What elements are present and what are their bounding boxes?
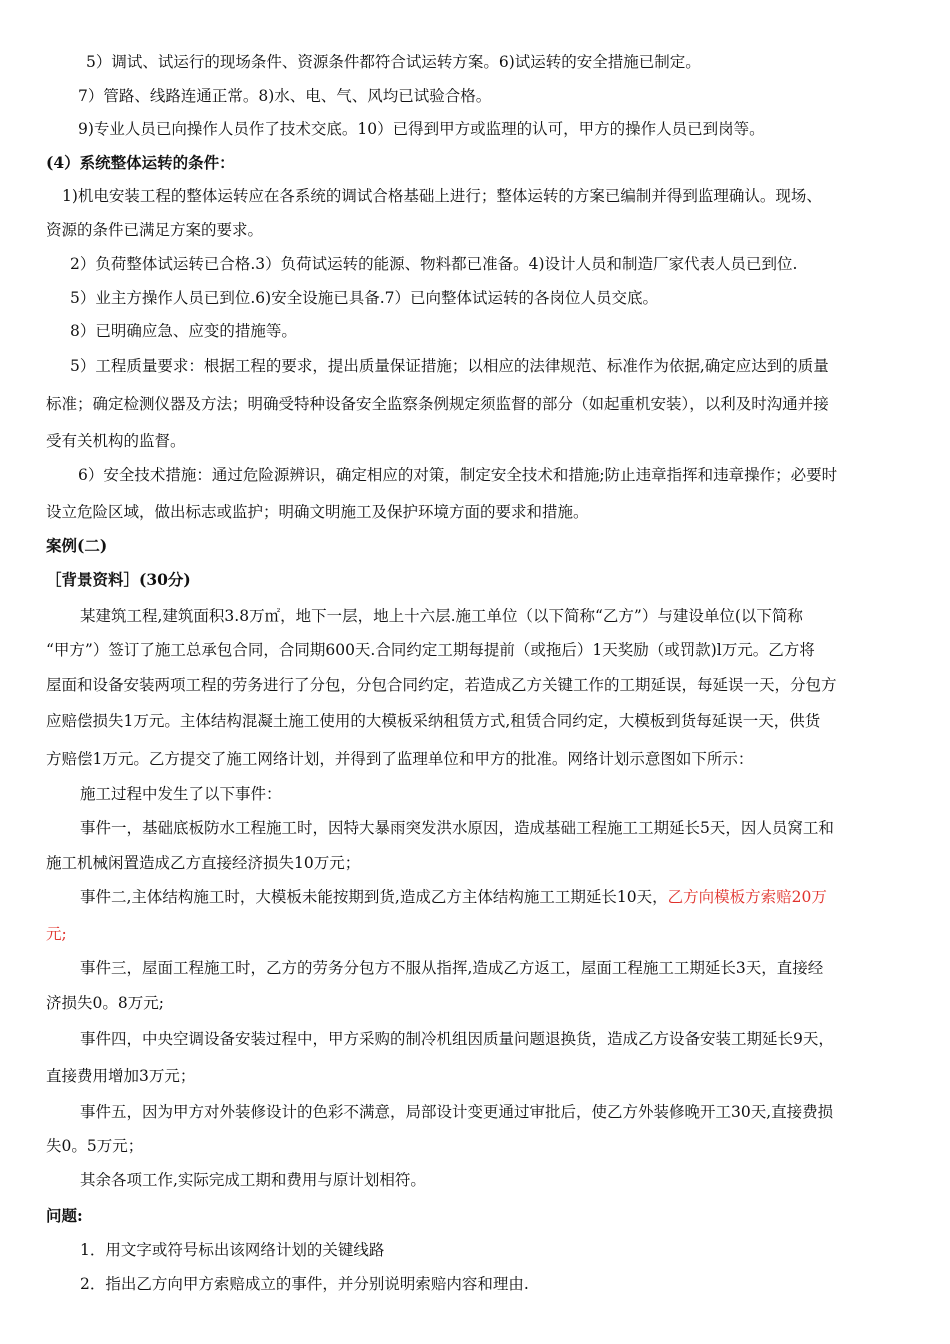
paragraph-line: 5）工程质量要求：根据工程的要求，提出质量保证措施；以相应的法律规范、标准作为依据,确定应达到的质量 [70,357,829,375]
paragraph-line: 某建筑工程,建筑面积3.8万㎡，地下一层，地上十六层.施工单位（以下简称“乙方”）与建设单位(以下简称 [80,607,803,625]
question-item: 1．用文字或符号标出该网络计划的关键线路 [80,1241,385,1259]
paragraph-line: 设立危险区域，做出标志或监护；明确文明施工及保护环境方面的要求和措施。 [46,503,589,521]
paragraph-line: 应赔偿损失1万元。主体结构混凝土施工使用的大模板采纳租赁方式,租赁合同约定，大模板到货每延误一天，供货 [46,712,821,730]
paragraph-line: 受有关机构的监督。 [46,432,186,450]
event-two-text: 事件二,主体结构施工时，大模板未能按期到货,造成乙方主体结构施工工期延长10天， [80,888,668,906]
paragraph-line: 事件一，基础底板防水工程施工时，因特大暴雨突发洪水原因，造成基础工程施工工期延长5天，因人员窝工和 [80,819,834,837]
highlighted-claim-text: 乙方向模板方索赔20万 [667,888,827,906]
paragraph-line: 资源的条件已满足方案的要求。 [46,221,264,239]
paragraph-line: 施工过程中发生了以下事件： [80,785,282,803]
paragraph-line: 9)专业人员已向操作人员作了技术交底。10）已得到甲方或监理的认可，甲方的操作人员已到岗等。 [78,120,765,138]
highlighted-claim-text-continued: 元; [46,925,67,943]
paragraph-line: 8）已明确应急、应变的措施等。 [70,322,297,340]
paragraph-line: 6）安全技术措施：通过危险源辨识，确定相应的对策，制定安全技术和措施;防止违章指挥和违章操作；必要时 [78,466,838,484]
paragraph-line: 方赔偿1万元。乙方提交了施工网络计划，并得到了监理单位和甲方的批准。网络计划示意图如下所示： [46,750,754,768]
paragraph-line: 失0。5万元； [46,1137,144,1155]
paragraph-line: 济损失0。8万元; [46,994,164,1012]
paragraph-line: 其余各项工作,实际完成工期和费用与原计划相符。 [80,1171,426,1189]
background-heading: ［背景资料］(30分) [46,570,191,589]
paragraph-line: 屋面和设备安装两项工程的劳务进行了分包，分包合同约定，若造成乙方关键工作的工期延误，每延误一天，分包方 [46,676,837,694]
paragraph-line: 事件三，屋面工程施工时，乙方的劳务分包方不服从指挥,造成乙方返工，屋面工程施工工期延长3天，直接经 [80,959,824,977]
question-item: 2．指出乙方向甲方索赔成立的事件，并分别说明索赔内容和理由. [80,1275,529,1293]
paragraph-line: 标准；确定检测仪器及方法；明确受特种设备安全监察条例规定须监督的部分（如起重机安装），以利及时沟通并接 [46,395,829,413]
paragraph-line: 施工机械闲置造成乙方直接经济损失10万元； [46,854,361,872]
paragraph-line [80,887,940,907]
paragraph-line: 直接费用增加3万元； [46,1067,196,1085]
paragraph-line: 5）业主方操作人员已到位.6)安全设施已具备.7）已向整体试运转的各岗位人员交底。 [70,289,658,307]
paragraph-line: 5）调试、试运行的现场条件、资源条件都符合试运转方案。6)试运转的安全措施已制定。 [86,53,701,71]
paragraph-line: 7）管路、线路连通正常。8)水、电、气、风均已试验合格。 [78,87,492,105]
paragraph-line: 事件四，中央空调设备安装过程中，甲方采购的制冷机组因质量问题退换货，造成乙方设备安装工期延长9天， [80,1030,834,1048]
case-heading: 案例(二) [46,536,108,555]
section-heading: (4）系统整体运转的条件： [46,153,235,172]
questions-heading: 问题: [46,1206,83,1225]
paragraph-line: 2）负荷整体试运转已合格.3）负荷试运转的能源、物料都已准备。4)设计人员和制造厂家代表人员已到位. [70,255,798,273]
paragraph-line: 1)机电安装工程的整体运转应在各系统的调试合格基础上进行；整体运转的方案已编制并得到监理确认。现场、 [62,187,822,205]
paragraph-line: “甲方”）签订了施工总承包合同，合同期600天.合同约定工期每提前（或拖后）1天奖励（或罚款)l万元。乙方将 [46,641,815,659]
paragraph-line: 事件五，因为甲方对外装修设计的色彩不满意，局部设计变更通过审批后，使乙方外装修晚开工30天,直接费损 [80,1103,834,1121]
